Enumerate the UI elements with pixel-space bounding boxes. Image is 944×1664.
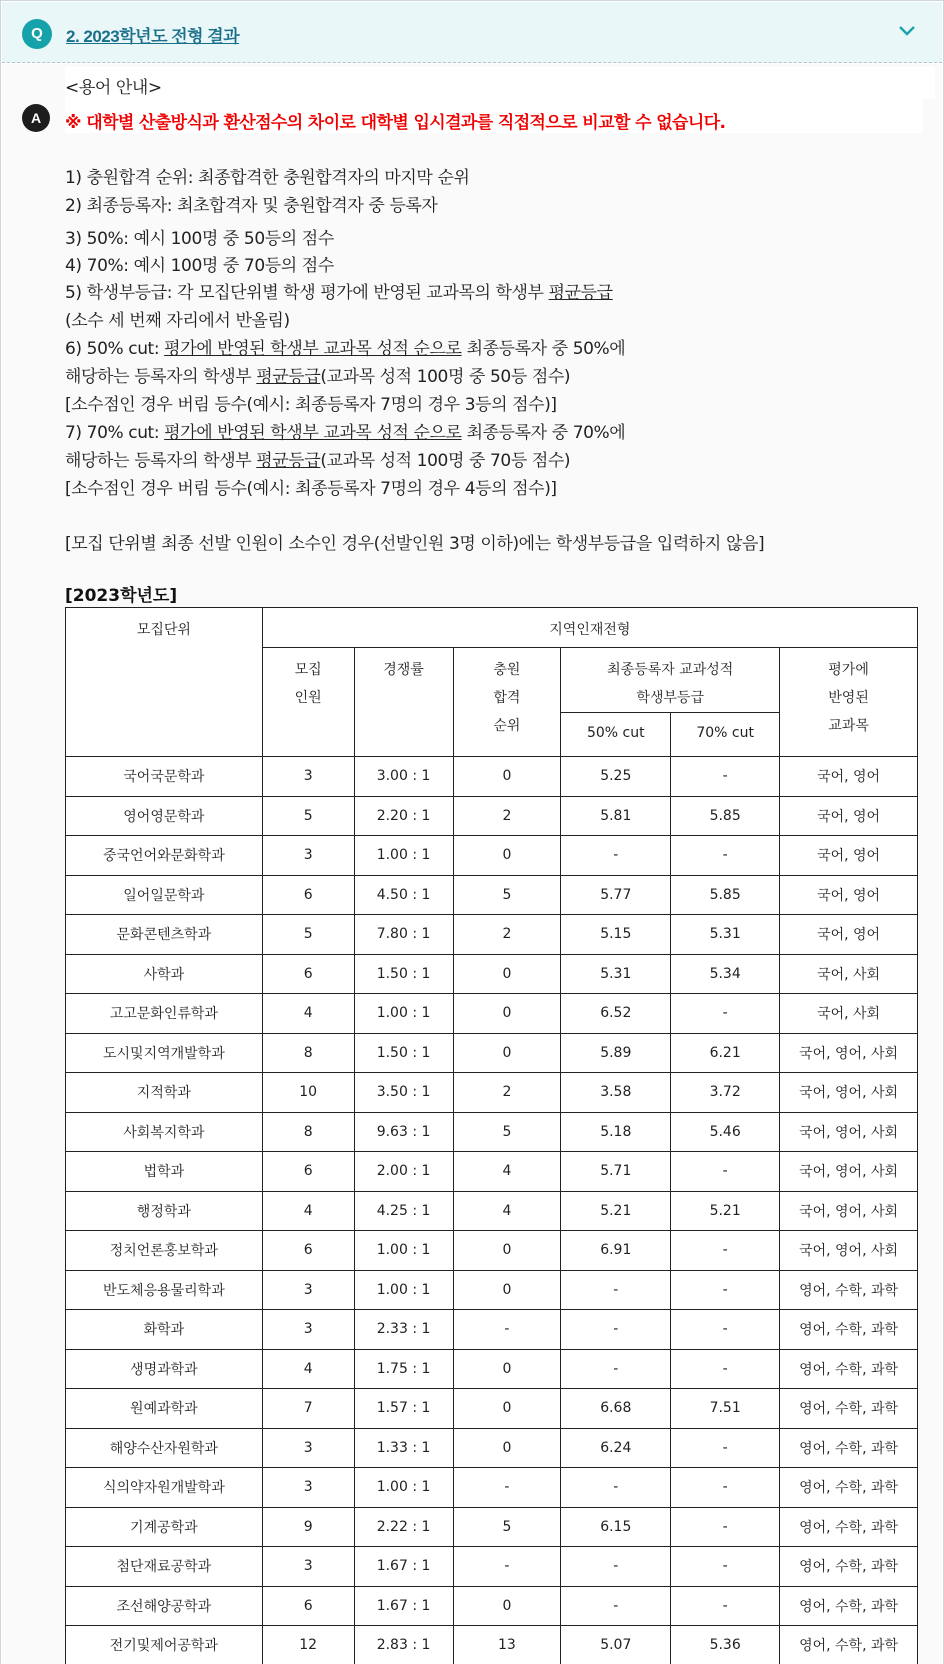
term-6-line2	[65, 362, 570, 387]
notice-text: ※ 대학별 산출방식과 환산점수의 차이로 대학별 입시결과를 직접적으로 비교할 수 없습니다.	[65, 113, 726, 133]
cell-cut70: 7.51	[671, 1389, 780, 1429]
cell-quota: 5	[262, 915, 354, 955]
term-6-underlined: 평가에 반영된 학생부 교과목 성적 순으로	[164, 339, 462, 359]
cell-subjects: 영어, 수학, 과학	[780, 1389, 918, 1429]
header-subjects: 평가에 반영된 교과목	[780, 648, 918, 757]
table-row	[66, 1389, 918, 1429]
cell-unit: 문화콘텐츠학과	[66, 915, 263, 955]
question-title-link[interactable]: 2. 2023학년도 전형 결과	[66, 27, 240, 46]
cell-ratio: 1.33 : 1	[354, 1428, 453, 1468]
term-1: 1) 충원합격 순위: 최종합격한 충원합격자의 마지막 순위	[65, 168, 470, 188]
cell-rank: 0	[453, 836, 561, 876]
table-row	[66, 796, 918, 836]
cell-quota: 6	[262, 954, 354, 994]
cell-unit: 전기및제어공학과	[66, 1626, 263, 1664]
cell-unit: 행정학과	[66, 1191, 263, 1231]
cell-subjects: 영어, 수학, 과학	[780, 1428, 918, 1468]
cell-ratio: 1.67 : 1	[354, 1586, 453, 1626]
cell-quota: 3	[262, 1270, 354, 1310]
cell-cut50: 5.21	[561, 1191, 671, 1231]
cell-subjects: 영어, 수학, 과학	[780, 1349, 918, 1389]
cell-cut70: 5.31	[671, 915, 780, 955]
cell-cut50: 6.91	[561, 1231, 671, 1271]
cell-ratio: 2.20 : 1	[354, 796, 453, 836]
chevron-down-icon[interactable]	[898, 24, 916, 38]
cell-rank: 13	[453, 1626, 561, 1664]
header-cut50: 50% cut	[561, 713, 671, 757]
cell-ratio: 1.57 : 1	[354, 1389, 453, 1429]
cell-cut70: -	[671, 1507, 780, 1547]
table-row	[66, 1626, 918, 1664]
header-cut70: 70% cut	[671, 713, 780, 757]
cell-quota: 4	[262, 1191, 354, 1231]
cell-quota: 8	[262, 1112, 354, 1152]
cell-cut50: -	[561, 1310, 671, 1350]
cell-cut50: 5.71	[561, 1152, 671, 1192]
table-row	[66, 1112, 918, 1152]
cell-cut70: -	[671, 1349, 780, 1389]
cell-cut70: -	[671, 1270, 780, 1310]
table-row	[66, 1547, 918, 1587]
term-7-l2-underlined: 평균등급	[256, 451, 321, 471]
cell-cut70: -	[671, 1310, 780, 1350]
cell-rank: 0	[453, 954, 561, 994]
table-row	[66, 836, 918, 876]
cell-cut70: 5.36	[671, 1626, 780, 1664]
table-row	[66, 875, 918, 915]
table-row	[66, 1073, 918, 1113]
table-row	[66, 1428, 918, 1468]
cell-ratio: 3.00 : 1	[354, 757, 453, 797]
cell-ratio: 1.50 : 1	[354, 1033, 453, 1073]
cell-unit: 법학과	[66, 1152, 263, 1192]
cell-rank: 2	[453, 915, 561, 955]
cell-cut50: 5.15	[561, 915, 671, 955]
term-3: 3) 50%: 예시 100명 중 50등의 점수	[65, 229, 334, 249]
header-unit: 모집단위	[66, 608, 263, 757]
cell-subjects: 국어, 영어	[780, 757, 918, 797]
cell-subjects: 국어, 영어, 사회	[780, 1231, 918, 1271]
cell-quota: 12	[262, 1626, 354, 1664]
cell-cut70: 5.85	[671, 875, 780, 915]
table-row	[66, 1507, 918, 1547]
cell-cut50: 6.52	[561, 994, 671, 1034]
table-row	[66, 1152, 918, 1192]
cell-cut70: -	[671, 1152, 780, 1192]
cell-rank: 0	[453, 1349, 561, 1389]
term-2: 2) 최종등록자: 최초합격자 및 충원합격자 중 등록자	[65, 196, 438, 216]
cell-subjects: 국어, 사회	[780, 954, 918, 994]
cell-cut50: 5.89	[561, 1033, 671, 1073]
cell-cut50: -	[561, 1586, 671, 1626]
term-5	[65, 278, 613, 303]
cell-cut70: 6.21	[671, 1033, 780, 1073]
cell-quota: 3	[262, 1310, 354, 1350]
cell-ratio: 1.75 : 1	[354, 1349, 453, 1389]
cell-subjects: 국어, 영어, 사회	[780, 1152, 918, 1192]
cell-quota: 3	[262, 1428, 354, 1468]
term-7-text: 7) 70% cut:	[65, 423, 165, 443]
term-4: 4) 70%: 예시 100명 중 70등의 점수	[65, 256, 334, 276]
term-5-cont: (소수 세 번째 자리에서 반올림)	[65, 311, 290, 331]
cell-unit: 사학과	[66, 954, 263, 994]
table-row	[66, 1468, 918, 1508]
cell-quota: 6	[262, 875, 354, 915]
cell-cut50: -	[561, 1547, 671, 1587]
cell-rank: 5	[453, 1112, 561, 1152]
cell-rank: 0	[453, 1033, 561, 1073]
cell-cut50: 3.58	[561, 1073, 671, 1113]
table-body	[66, 757, 918, 1664]
cell-cut70: 5.85	[671, 796, 780, 836]
cell-quota: 4	[262, 1349, 354, 1389]
cell-cut50: 6.15	[561, 1507, 671, 1547]
cell-cut50: -	[561, 1349, 671, 1389]
table-row	[66, 1191, 918, 1231]
question-header[interactable]	[2, 2, 942, 63]
cell-quota: 5	[262, 796, 354, 836]
cell-rank: 5	[453, 1507, 561, 1547]
cell-subjects: 영어, 수학, 과학	[780, 1507, 918, 1547]
table-row	[66, 1270, 918, 1310]
guide-heading: <용어 안내>	[65, 78, 162, 98]
cell-quota: 3	[262, 1547, 354, 1587]
cell-unit: 국어국문학과	[66, 757, 263, 797]
term-7	[65, 418, 625, 443]
cell-cut50: 5.07	[561, 1626, 671, 1664]
cell-unit: 기계공학과	[66, 1507, 263, 1547]
cell-unit: 식의약자원개발학과	[66, 1468, 263, 1508]
cell-ratio: 1.00 : 1	[354, 994, 453, 1034]
question-badge-icon: Q	[22, 19, 52, 49]
cell-subjects: 국어, 영어, 사회	[780, 1073, 918, 1113]
cell-quota: 10	[262, 1073, 354, 1113]
cell-cut50: -	[561, 1270, 671, 1310]
term-6-line3: [소수점인 경우 버림 등수(예시: 최종등록자 7명의 경우 3등의 점수)]	[65, 395, 557, 415]
header-ratio: 경쟁률	[354, 648, 453, 757]
term-6-text-post: 최종등록자 중 50%에	[461, 339, 626, 359]
cell-unit: 첨단재료공학과	[66, 1547, 263, 1587]
term-5-text: 5) 학생부등급: 각 모집단위별 학생 평가에 반영된 교과목의 학생부	[65, 283, 549, 303]
cell-unit: 생명과학과	[66, 1349, 263, 1389]
cell-cut70: -	[671, 1547, 780, 1587]
cell-cut50: -	[561, 1468, 671, 1508]
cell-cut70: -	[671, 836, 780, 876]
term-7-line2	[65, 446, 570, 471]
cell-cut70: -	[671, 994, 780, 1034]
cell-quota: 8	[262, 1033, 354, 1073]
table-row	[66, 1349, 918, 1389]
term-7-l2-text: 해당하는 등록자의 학생부	[65, 451, 257, 471]
table-row	[66, 954, 918, 994]
table-row	[66, 1033, 918, 1073]
cell-unit: 사회복지학과	[66, 1112, 263, 1152]
cell-rank: 0	[453, 1389, 561, 1429]
cell-subjects: 국어, 영어	[780, 875, 918, 915]
cell-rank: -	[453, 1468, 561, 1508]
cell-cut70: 5.46	[671, 1112, 780, 1152]
cell-rank: 0	[453, 1428, 561, 1468]
cell-cut50: 5.77	[561, 875, 671, 915]
table-row	[66, 1231, 918, 1271]
cell-cut70: 5.21	[671, 1191, 780, 1231]
cell-cut70: -	[671, 1468, 780, 1508]
cell-subjects: 국어, 영어, 사회	[780, 1112, 918, 1152]
cell-rank: 0	[453, 757, 561, 797]
highlight-strip	[65, 67, 935, 99]
cell-ratio: 2.83 : 1	[354, 1626, 453, 1664]
term-6-l2-underlined: 평균등급	[256, 367, 321, 387]
cell-cut50: 5.81	[561, 796, 671, 836]
cell-subjects: 국어, 영어, 사회	[780, 1191, 918, 1231]
cell-cut50: 6.68	[561, 1389, 671, 1429]
cell-unit: 지적학과	[66, 1073, 263, 1113]
term-7-l2-post: (교과목 성적 100명 중 70등 점수)	[320, 451, 571, 471]
header-grade: 최종등록자 교과성적 학생부등급	[561, 648, 780, 713]
cell-rank: 4	[453, 1191, 561, 1231]
cell-ratio: 1.67 : 1	[354, 1547, 453, 1587]
cell-quota: 6	[262, 1152, 354, 1192]
cell-ratio: 2.22 : 1	[354, 1507, 453, 1547]
header-quota: 모집 인원	[262, 648, 354, 757]
cell-quota: 4	[262, 994, 354, 1034]
cell-ratio: 1.50 : 1	[354, 954, 453, 994]
term-6-l2-post: (교과목 성적 100명 중 50등 점수)	[320, 367, 571, 387]
cell-ratio: 3.50 : 1	[354, 1073, 453, 1113]
cell-rank: 2	[453, 1073, 561, 1113]
cell-subjects: 국어, 영어	[780, 836, 918, 876]
cell-unit: 화학과	[66, 1310, 263, 1350]
table-row	[66, 915, 918, 955]
table-row	[66, 1310, 918, 1350]
cell-ratio: 2.00 : 1	[354, 1152, 453, 1192]
table-row	[66, 1586, 918, 1626]
cell-ratio: 1.00 : 1	[354, 1270, 453, 1310]
cell-subjects: 국어, 영어	[780, 915, 918, 955]
table-row	[66, 757, 918, 797]
selection-note: [모집 단위별 최종 선발 인원이 소수인 경우(선발인원 3명 이하)에는 학생부등급을 입력하지 않음]	[65, 534, 765, 554]
cell-cut50: 6.24	[561, 1428, 671, 1468]
cell-rank: -	[453, 1310, 561, 1350]
header-waitlist-rank: 충원 합격 순위	[453, 648, 561, 757]
cell-subjects: 영어, 수학, 과학	[780, 1586, 918, 1626]
cell-unit: 해양수산자원학과	[66, 1428, 263, 1468]
cell-rank: 0	[453, 1231, 561, 1271]
cell-subjects: 영어, 수학, 과학	[780, 1270, 918, 1310]
cell-cut50: 5.25	[561, 757, 671, 797]
cell-cut70: 3.72	[671, 1073, 780, 1113]
cell-subjects: 국어, 사회	[780, 994, 918, 1034]
cell-ratio: 1.00 : 1	[354, 836, 453, 876]
cell-quota: 6	[262, 1231, 354, 1271]
answer-badge-icon: A	[22, 104, 50, 132]
cell-quota: 3	[262, 757, 354, 797]
cell-cut70: -	[671, 1231, 780, 1271]
cell-cut70: -	[671, 1428, 780, 1468]
cell-cut70: 5.34	[671, 954, 780, 994]
cell-unit: 조선해양공학과	[66, 1586, 263, 1626]
cell-subjects: 영어, 수학, 과학	[780, 1547, 918, 1587]
table-row	[66, 994, 918, 1034]
cell-rank: 4	[453, 1152, 561, 1192]
cell-rank: -	[453, 1547, 561, 1587]
term-6	[65, 334, 625, 359]
term-7-text-post: 최종등록자 중 70%에	[461, 423, 626, 443]
cell-quota: 9	[262, 1507, 354, 1547]
cell-ratio: 9.63 : 1	[354, 1112, 453, 1152]
cell-unit: 반도체응용물리학과	[66, 1270, 263, 1310]
cell-cut70: -	[671, 757, 780, 797]
cell-cut50: -	[561, 836, 671, 876]
term-5-underlined: 평균등급	[548, 283, 613, 303]
cell-quota: 3	[262, 1468, 354, 1508]
cell-subjects: 영어, 수학, 과학	[780, 1626, 918, 1664]
cell-subjects: 국어, 영어	[780, 796, 918, 836]
cell-cut50: 5.31	[561, 954, 671, 994]
admission-results-table	[65, 607, 918, 1664]
cell-unit: 고고문화인류학과	[66, 994, 263, 1034]
cell-quota: 7	[262, 1389, 354, 1429]
cell-rank: 0	[453, 1270, 561, 1310]
cell-unit: 영어영문학과	[66, 796, 263, 836]
cell-unit: 일어일문학과	[66, 875, 263, 915]
term-7-underlined: 평가에 반영된 학생부 교과목 성적 순으로	[164, 423, 462, 443]
cell-cut70: -	[671, 1586, 780, 1626]
cell-ratio: 2.33 : 1	[354, 1310, 453, 1350]
term-6-l2-text: 해당하는 등록자의 학생부	[65, 367, 257, 387]
cell-subjects: 영어, 수학, 과학	[780, 1468, 918, 1508]
cell-subjects: 국어, 영어, 사회	[780, 1033, 918, 1073]
cell-unit: 원예과학과	[66, 1389, 263, 1429]
cell-ratio: 1.00 : 1	[354, 1468, 453, 1508]
section-title: [2023학년도]	[65, 586, 178, 606]
header-track: 지역인재전형	[262, 608, 917, 648]
cell-subjects: 영어, 수학, 과학	[780, 1310, 918, 1350]
cell-cut50: 5.18	[561, 1112, 671, 1152]
cell-unit: 중국언어와문화학과	[66, 836, 263, 876]
cell-rank: 0	[453, 1586, 561, 1626]
cell-ratio: 4.25 : 1	[354, 1191, 453, 1231]
cell-quota: 6	[262, 1586, 354, 1626]
term-7-line3: [소수점인 경우 버림 등수(예시: 최종등록자 7명의 경우 4등의 점수)]	[65, 479, 557, 499]
cell-ratio: 1.00 : 1	[354, 1231, 453, 1271]
cell-ratio: 7.80 : 1	[354, 915, 453, 955]
cell-ratio: 4.50 : 1	[354, 875, 453, 915]
cell-rank: 2	[453, 796, 561, 836]
term-6-text: 6) 50% cut:	[65, 339, 165, 359]
cell-rank: 0	[453, 994, 561, 1034]
cell-unit: 정치언론홍보학과	[66, 1231, 263, 1271]
cell-rank: 5	[453, 875, 561, 915]
cell-quota: 3	[262, 836, 354, 876]
cell-unit: 도시및지역개발학과	[66, 1033, 263, 1073]
